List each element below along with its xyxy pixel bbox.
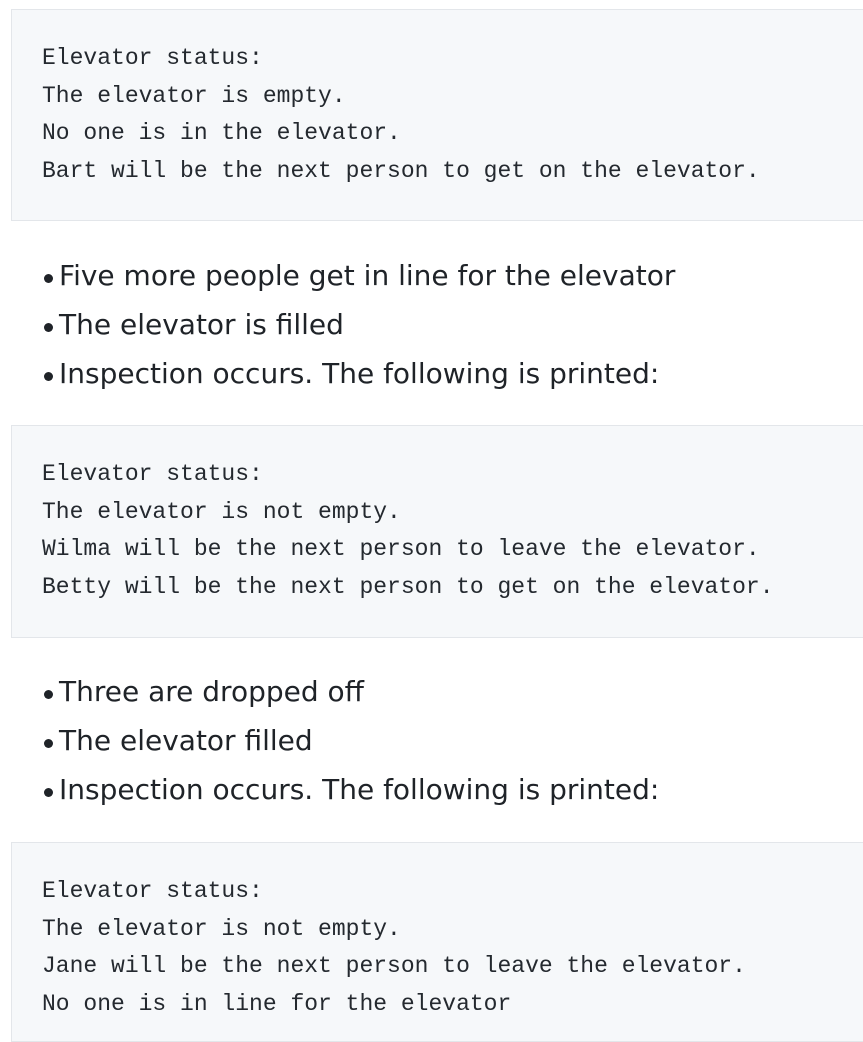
bullet-list (42, 251, 675, 398)
list-item-text: Five more people get in line for the elevator (59, 259, 676, 292)
code-line: Jane will be the next person to leave the elevator. (42, 953, 746, 979)
bullet-icon (44, 739, 53, 748)
code-line: Elevator status: (42, 45, 263, 71)
code-line: Bart will be the next person to get on the elevator. (42, 157, 760, 184)
list-item-text: Inspection occurs. The following is printed: (59, 357, 660, 390)
bullet-icon (44, 372, 53, 381)
code-block (11, 9, 863, 221)
list-item (42, 765, 659, 814)
code-line: Wilma will be the next person to leave the elevator. (42, 536, 760, 562)
list-item (42, 716, 659, 765)
bullet-icon (44, 690, 53, 699)
code-line: The elevator is empty. (42, 82, 346, 109)
code-line: Elevator status: (42, 461, 263, 487)
code-line: The elevator is not empty. (42, 915, 401, 942)
list-item-text: Inspection occurs. The following is printed: (59, 773, 660, 806)
bullet-icon (44, 274, 53, 283)
code-line: No one is in the elevator. (42, 120, 401, 146)
list-item-text: The elevator is filled (59, 308, 344, 341)
list-item-text: Three are dropped off (59, 675, 364, 708)
code-block (11, 425, 863, 638)
list-item (42, 300, 675, 349)
code-line: Elevator status: (42, 878, 263, 904)
list-item (42, 667, 659, 716)
bullet-list (42, 667, 659, 814)
list-item (42, 349, 675, 398)
bullet-icon (44, 323, 53, 332)
code-line: Betty will be the next person to get on the elevator. (42, 573, 774, 600)
bullet-icon (44, 788, 53, 797)
list-item-text: The elevator filled (59, 724, 313, 757)
code-block (11, 842, 863, 1042)
code-line: The elevator is not empty. (42, 498, 401, 525)
code-line: No one is in line for the elevator (42, 990, 512, 1017)
list-item (42, 251, 675, 300)
